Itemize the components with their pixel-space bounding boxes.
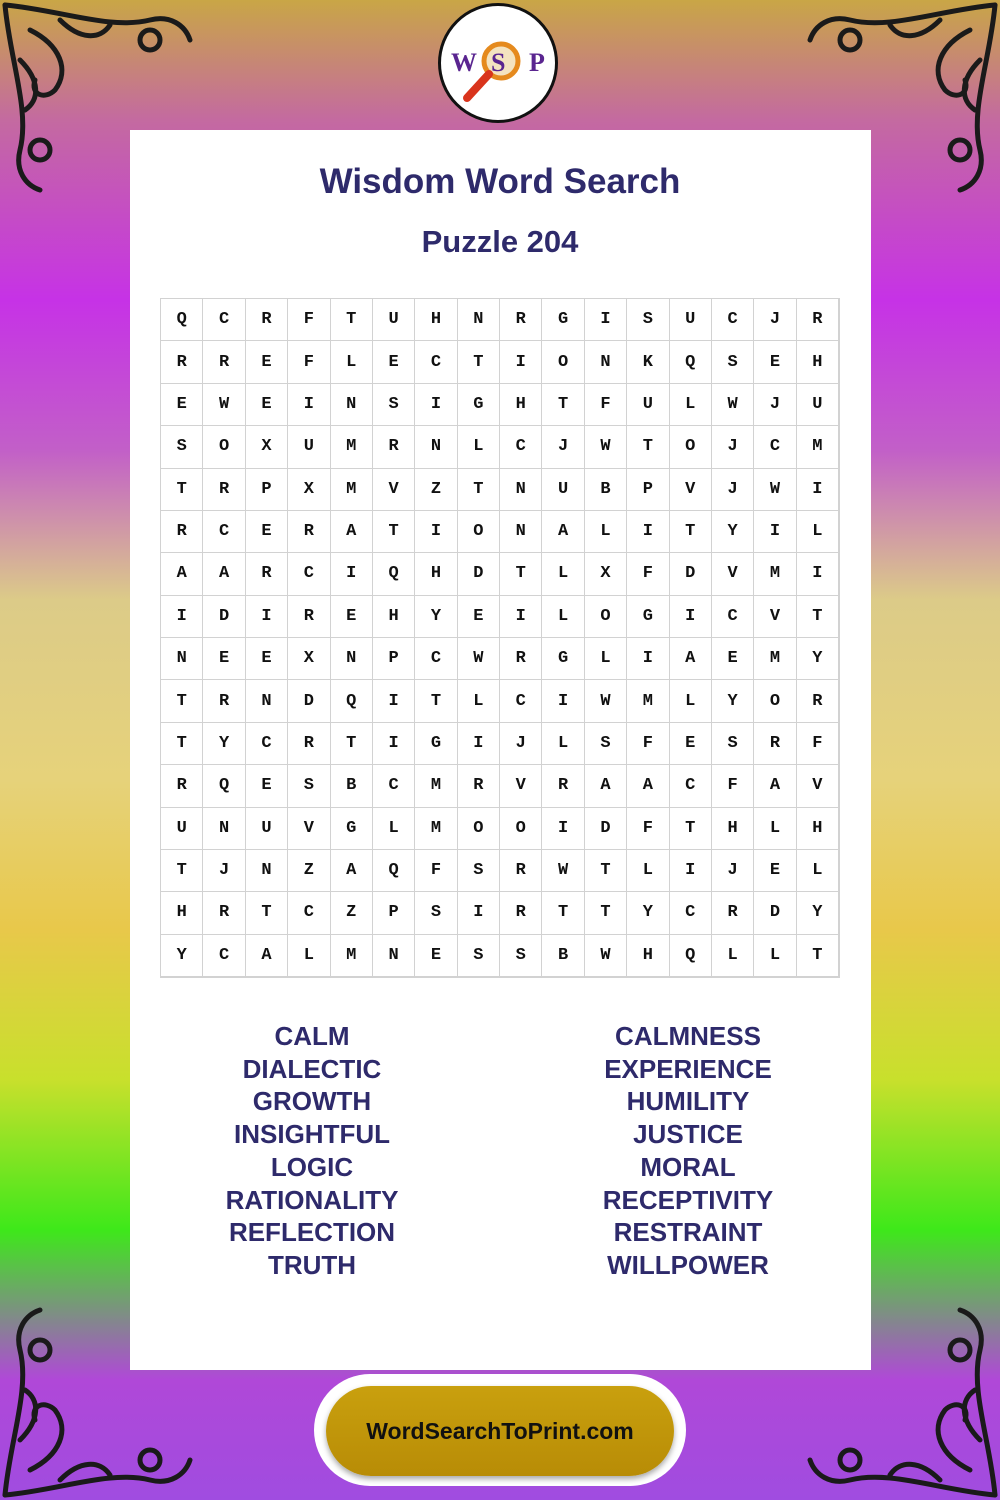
grid-cell[interactable]: O: [458, 808, 500, 850]
grid-cell[interactable]: X: [288, 469, 330, 511]
grid-cell[interactable]: I: [585, 299, 627, 341]
grid-cell[interactable]: I: [288, 384, 330, 426]
grid-cell[interactable]: Y: [161, 935, 203, 977]
grid-cell[interactable]: I: [331, 553, 373, 595]
grid-cell[interactable]: O: [670, 426, 712, 468]
grid-cell[interactable]: R: [712, 892, 754, 934]
grid-cell[interactable]: M: [754, 553, 796, 595]
word-list-item: LOGIC: [270, 1151, 354, 1182]
grid-cell[interactable]: B: [542, 935, 584, 977]
grid-cell[interactable]: T: [500, 553, 542, 595]
grid-cell[interactable]: P: [246, 469, 288, 511]
grid-cell[interactable]: C: [288, 892, 330, 934]
grid-cell[interactable]: V: [500, 765, 542, 807]
grid-cell[interactable]: I: [627, 638, 669, 680]
grid-cell[interactable]: A: [754, 765, 796, 807]
grid-cell[interactable]: S: [161, 426, 203, 468]
grid-cell[interactable]: J: [754, 299, 796, 341]
grid-cell[interactable]: T: [415, 680, 457, 722]
word-list-item: EXPERIENCE: [604, 1053, 772, 1084]
grid-cell[interactable]: W: [585, 680, 627, 722]
website-button[interactable]: [326, 1386, 674, 1476]
grid-cell[interactable]: G: [415, 723, 457, 765]
grid-cell[interactable]: G: [458, 384, 500, 426]
grid-cell[interactable]: E: [458, 596, 500, 638]
grid-cell[interactable]: E: [246, 765, 288, 807]
grid-cell[interactable]: F: [712, 765, 754, 807]
grid-cell[interactable]: R: [797, 680, 839, 722]
grid-cell[interactable]: O: [203, 426, 245, 468]
grid-cell[interactable]: D: [670, 553, 712, 595]
grid-cell[interactable]: T: [331, 723, 373, 765]
grid-cell[interactable]: T: [161, 680, 203, 722]
grid-cell[interactable]: D: [288, 680, 330, 722]
grid-cell[interactable]: M: [797, 426, 839, 468]
grid-cell[interactable]: O: [542, 341, 584, 383]
grid-cell[interactable]: E: [161, 384, 203, 426]
grid-cell[interactable]: Z: [331, 892, 373, 934]
grid-cell[interactable]: N: [331, 638, 373, 680]
grid-cell[interactable]: L: [542, 553, 584, 595]
grid-cell[interactable]: I: [415, 384, 457, 426]
grid-cell[interactable]: G: [542, 638, 584, 680]
grid-cell[interactable]: F: [627, 808, 669, 850]
grid-cell[interactable]: N: [458, 299, 500, 341]
grid-cell[interactable]: V: [712, 553, 754, 595]
logo-letter-s: S: [491, 48, 506, 77]
grid-cell[interactable]: Q: [670, 341, 712, 383]
grid-cell[interactable]: C: [712, 299, 754, 341]
grid-cell[interactable]: I: [161, 596, 203, 638]
grid-cell[interactable]: R: [542, 765, 584, 807]
grid-cell[interactable]: R: [500, 850, 542, 892]
grid-cell[interactable]: A: [331, 850, 373, 892]
grid-cell[interactable]: X: [288, 638, 330, 680]
grid-cell[interactable]: J: [712, 850, 754, 892]
grid-cell[interactable]: R: [288, 511, 330, 553]
grid-cell[interactable]: F: [288, 341, 330, 383]
grid-cell[interactable]: R: [288, 723, 330, 765]
grid-cell[interactable]: T: [246, 892, 288, 934]
grid-cell[interactable]: H: [415, 299, 457, 341]
grid-cell[interactable]: T: [670, 808, 712, 850]
grid-cell[interactable]: L: [542, 723, 584, 765]
grid-cell[interactable]: H: [373, 596, 415, 638]
grid-cell[interactable]: T: [161, 469, 203, 511]
grid-cell[interactable]: U: [288, 426, 330, 468]
grid-cell[interactable]: V: [288, 808, 330, 850]
grid-cell[interactable]: G: [331, 808, 373, 850]
word-list-item: INSIGHTFUL: [234, 1119, 390, 1150]
grid-cell[interactable]: I: [373, 680, 415, 722]
grid-cell[interactable]: R: [797, 299, 839, 341]
logo-letter-w: W: [451, 48, 477, 77]
grid-cell[interactable]: S: [415, 892, 457, 934]
grid-cell[interactable]: M: [754, 638, 796, 680]
page-title: Wisdom Word Search: [319, 162, 681, 201]
word-list-item: WILLPOWER: [607, 1249, 769, 1280]
grid-cell[interactable]: C: [415, 638, 457, 680]
grid-cell[interactable]: E: [415, 935, 457, 977]
grid-cell[interactable]: F: [585, 384, 627, 426]
website-label: WordSearchToPrint.com: [366, 1417, 634, 1444]
grid-cell[interactable]: X: [246, 426, 288, 468]
grid-cell[interactable]: L: [288, 935, 330, 977]
grid-cell[interactable]: C: [246, 723, 288, 765]
grid-cell[interactable]: T: [627, 426, 669, 468]
grid-cell[interactable]: C: [203, 511, 245, 553]
grid-cell[interactable]: L: [585, 638, 627, 680]
grid-cell[interactable]: A: [627, 765, 669, 807]
grid-cell[interactable]: E: [246, 511, 288, 553]
grid-cell[interactable]: S: [712, 341, 754, 383]
grid-cell[interactable]: B: [331, 765, 373, 807]
grid-cell[interactable]: N: [246, 680, 288, 722]
grid-cell[interactable]: M: [331, 426, 373, 468]
grid-cell[interactable]: I: [373, 723, 415, 765]
grid-cell[interactable]: L: [542, 596, 584, 638]
grid-cell[interactable]: N: [161, 638, 203, 680]
grid-cell[interactable]: A: [246, 935, 288, 977]
grid-cell[interactable]: H: [627, 935, 669, 977]
grid-cell[interactable]: D: [203, 596, 245, 638]
grid-cell[interactable]: H: [161, 892, 203, 934]
grid-cell[interactable]: M: [331, 935, 373, 977]
grid-cell[interactable]: F: [288, 299, 330, 341]
grid-cell[interactable]: Q: [161, 299, 203, 341]
grid-cell[interactable]: O: [754, 680, 796, 722]
word-list-item: TRUTH: [267, 1249, 357, 1280]
word-list-right: [528, 1020, 848, 1282]
grid-cell[interactable]: U: [542, 469, 584, 511]
grid-cell[interactable]: N: [585, 341, 627, 383]
grid-cell[interactable]: D: [754, 892, 796, 934]
grid-cell[interactable]: A: [585, 765, 627, 807]
grid-cell[interactable]: R: [161, 511, 203, 553]
grid-cell[interactable]: T: [585, 892, 627, 934]
grid-cell[interactable]: Q: [373, 553, 415, 595]
grid-cell[interactable]: I: [542, 808, 584, 850]
grid-cell[interactable]: J: [500, 723, 542, 765]
grid-cell[interactable]: M: [331, 469, 373, 511]
grid-cell[interactable]: R: [288, 596, 330, 638]
grid-cell[interactable]: H: [797, 341, 839, 383]
grid-cell[interactable]: R: [161, 341, 203, 383]
grid-cell[interactable]: U: [797, 384, 839, 426]
grid-cell[interactable]: L: [331, 341, 373, 383]
grid-cell[interactable]: V: [797, 765, 839, 807]
grid-cell[interactable]: D: [458, 553, 500, 595]
grid-cell[interactable]: T: [458, 341, 500, 383]
grid-cell[interactable]: L: [670, 384, 712, 426]
grid-cell[interactable]: E: [373, 341, 415, 383]
grid-cell[interactable]: N: [500, 511, 542, 553]
grid-cell[interactable]: A: [161, 553, 203, 595]
grid-cell[interactable]: L: [797, 850, 839, 892]
grid-cell[interactable]: U: [627, 384, 669, 426]
grid-cell[interactable]: Y: [797, 638, 839, 680]
grid-cell[interactable]: T: [542, 384, 584, 426]
grid-cell[interactable]: T: [670, 511, 712, 553]
grid-cell[interactable]: U: [161, 808, 203, 850]
grid-cell[interactable]: I: [670, 850, 712, 892]
grid-cell[interactable]: Y: [712, 511, 754, 553]
grid-cell[interactable]: R: [500, 299, 542, 341]
grid-cell[interactable]: R: [246, 553, 288, 595]
grid-cell[interactable]: C: [670, 892, 712, 934]
grid-cell[interactable]: A: [203, 553, 245, 595]
grid-cell[interactable]: I: [754, 511, 796, 553]
logo-letter-p: P: [529, 48, 545, 77]
grid-cell[interactable]: F: [627, 553, 669, 595]
grid-cell[interactable]: G: [627, 596, 669, 638]
grid-cell[interactable]: N: [246, 850, 288, 892]
grid-cell[interactable]: Y: [797, 892, 839, 934]
grid-cell[interactable]: Y: [415, 596, 457, 638]
grid-cell[interactable]: R: [500, 892, 542, 934]
grid-cell[interactable]: I: [458, 892, 500, 934]
grid-cell[interactable]: C: [373, 765, 415, 807]
grid-cell[interactable]: A: [331, 511, 373, 553]
grid-cell[interactable]: O: [585, 596, 627, 638]
grid-cell[interactable]: T: [458, 469, 500, 511]
grid-cell[interactable]: C: [670, 765, 712, 807]
word-list-item: RATIONALITY: [225, 1184, 399, 1215]
grid-cell[interactable]: Z: [288, 850, 330, 892]
grid-cell[interactable]: R: [203, 892, 245, 934]
grid-cell[interactable]: L: [754, 808, 796, 850]
grid-cell[interactable]: S: [712, 723, 754, 765]
grid-cell[interactable]: I: [458, 723, 500, 765]
grid-cell[interactable]: O: [458, 511, 500, 553]
word-list-item: RECEPTIVITY: [602, 1184, 774, 1215]
grid-cell[interactable]: Y: [203, 723, 245, 765]
grid-cell[interactable]: T: [161, 723, 203, 765]
grid-cell[interactable]: H: [712, 808, 754, 850]
grid-cell[interactable]: P: [373, 638, 415, 680]
grid-cell[interactable]: O: [500, 808, 542, 850]
grid-cell[interactable]: R: [373, 426, 415, 468]
grid-cell[interactable]: G: [542, 299, 584, 341]
letter-grid: [160, 298, 840, 978]
grid-cell[interactable]: I: [797, 469, 839, 511]
grid-cell[interactable]: N: [415, 426, 457, 468]
grid-cell[interactable]: I: [415, 511, 457, 553]
grid-cell[interactable]: U: [373, 299, 415, 341]
word-list-item: JUSTICE: [633, 1119, 743, 1150]
grid-cell[interactable]: U: [670, 299, 712, 341]
grid-cell[interactable]: M: [627, 680, 669, 722]
grid-cell[interactable]: T: [373, 511, 415, 553]
grid-cell[interactable]: K: [627, 341, 669, 383]
grid-cell[interactable]: E: [670, 723, 712, 765]
grid-cell[interactable]: W: [585, 426, 627, 468]
grid-cell[interactable]: P: [627, 469, 669, 511]
grid-cell[interactable]: L: [458, 426, 500, 468]
grid-cell[interactable]: Q: [203, 765, 245, 807]
grid-cell[interactable]: S: [458, 935, 500, 977]
grid-cell[interactable]: E: [246, 341, 288, 383]
grid-cell[interactable]: I: [500, 596, 542, 638]
word-list-item: CALMNESS: [615, 1021, 761, 1051]
grid-cell[interactable]: M: [415, 765, 457, 807]
grid-cell[interactable]: J: [542, 426, 584, 468]
grid-cell[interactable]: C: [203, 935, 245, 977]
grid-cell[interactable]: T: [542, 892, 584, 934]
grid-cell[interactable]: C: [500, 680, 542, 722]
grid-cell[interactable]: N: [500, 469, 542, 511]
grid-cell[interactable]: I: [670, 596, 712, 638]
grid-cell[interactable]: E: [754, 850, 796, 892]
word-list-item: HUMILITY: [626, 1086, 750, 1117]
grid-cell[interactable]: R: [246, 299, 288, 341]
grid-cell[interactable]: R: [754, 723, 796, 765]
grid-cell[interactable]: Z: [415, 469, 457, 511]
grid-cell[interactable]: W: [458, 638, 500, 680]
grid-cell[interactable]: H: [500, 384, 542, 426]
grid-cell[interactable]: R: [458, 765, 500, 807]
grid-cell[interactable]: L: [797, 511, 839, 553]
grid-cell[interactable]: N: [373, 935, 415, 977]
grid-cell[interactable]: F: [797, 723, 839, 765]
site-logo[interactable]: [438, 3, 558, 123]
grid-cell[interactable]: U: [246, 808, 288, 850]
word-list-left: [152, 1020, 472, 1282]
grid-cell[interactable]: S: [585, 723, 627, 765]
grid-cell[interactable]: P: [373, 892, 415, 934]
grid-cell[interactable]: C: [203, 299, 245, 341]
grid-cell[interactable]: N: [203, 808, 245, 850]
grid-cell[interactable]: J: [712, 469, 754, 511]
grid-cell[interactable]: H: [415, 553, 457, 595]
grid-cell[interactable]: I: [542, 680, 584, 722]
grid-cell[interactable]: W: [203, 384, 245, 426]
grid-cell[interactable]: L: [670, 680, 712, 722]
grid-cell[interactable]: S: [288, 765, 330, 807]
grid-cell[interactable]: E: [331, 596, 373, 638]
grid-cell[interactable]: W: [585, 935, 627, 977]
grid-cell[interactable]: I: [500, 341, 542, 383]
grid-cell[interactable]: Q: [331, 680, 373, 722]
grid-cell[interactable]: T: [161, 850, 203, 892]
grid-cell[interactable]: H: [797, 808, 839, 850]
grid-cell[interactable]: L: [458, 680, 500, 722]
grid-cell[interactable]: C: [288, 553, 330, 595]
grid-cell[interactable]: C: [712, 596, 754, 638]
grid-cell[interactable]: I: [627, 511, 669, 553]
grid-cell[interactable]: D: [585, 808, 627, 850]
grid-cell[interactable]: Y: [712, 680, 754, 722]
grid-cell[interactable]: F: [415, 850, 457, 892]
word-list-item: REFLECTION: [228, 1217, 396, 1248]
grid-cell[interactable]: X: [585, 553, 627, 595]
grid-cell[interactable]: L: [373, 808, 415, 850]
grid-cell[interactable]: T: [331, 299, 373, 341]
grid-cell[interactable]: L: [754, 935, 796, 977]
grid-cell[interactable]: L: [712, 935, 754, 977]
grid-cell[interactable]: V: [373, 469, 415, 511]
grid-cell[interactable]: J: [712, 426, 754, 468]
grid-cell[interactable]: E: [754, 341, 796, 383]
grid-cell[interactable]: E: [246, 638, 288, 680]
grid-cell[interactable]: S: [627, 299, 669, 341]
grid-cell[interactable]: V: [754, 596, 796, 638]
grid-cell[interactable]: W: [712, 384, 754, 426]
word-list-item: DIALECTIC: [242, 1053, 382, 1084]
grid-cell[interactable]: T: [797, 935, 839, 977]
grid-cell[interactable]: I: [797, 553, 839, 595]
grid-cell[interactable]: Q: [373, 850, 415, 892]
grid-cell[interactable]: E: [712, 638, 754, 680]
grid-cell[interactable]: C: [415, 341, 457, 383]
grid-cell[interactable]: L: [627, 850, 669, 892]
grid-cell[interactable]: R: [161, 765, 203, 807]
grid-cell[interactable]: L: [585, 511, 627, 553]
grid-cell[interactable]: W: [754, 469, 796, 511]
grid-cell[interactable]: Q: [670, 935, 712, 977]
grid-cell[interactable]: T: [797, 596, 839, 638]
word-list-item: GROWTH: [252, 1086, 372, 1117]
grid-cell[interactable]: S: [373, 384, 415, 426]
grid-cell[interactable]: R: [203, 469, 245, 511]
grid-cell[interactable]: R: [203, 680, 245, 722]
grid-cell[interactable]: A: [542, 511, 584, 553]
grid-cell[interactable]: T: [585, 850, 627, 892]
grid-cell[interactable]: R: [203, 341, 245, 383]
grid-cell[interactable]: R: [500, 638, 542, 680]
grid-cell[interactable]: S: [458, 850, 500, 892]
grid-cell[interactable]: N: [331, 384, 373, 426]
grid-cell[interactable]: W: [542, 850, 584, 892]
grid-cell[interactable]: E: [246, 384, 288, 426]
grid-cell[interactable]: E: [203, 638, 245, 680]
word-list-item: MORAL: [640, 1151, 736, 1182]
word-list-item: RESTRAINT: [613, 1217, 763, 1248]
grid-cell[interactable]: J: [203, 850, 245, 892]
grid-cell[interactable]: M: [415, 808, 457, 850]
puzzle-number: Puzzle 204: [421, 224, 579, 259]
grid-cell[interactable]: I: [246, 596, 288, 638]
grid-cell[interactable]: V: [670, 469, 712, 511]
word-list-item: CALM: [274, 1021, 350, 1051]
grid-cell[interactable]: F: [627, 723, 669, 765]
grid-cell[interactable]: A: [670, 638, 712, 680]
grid-cell[interactable]: C: [754, 426, 796, 468]
grid-cell[interactable]: B: [585, 469, 627, 511]
grid-cell[interactable]: S: [500, 935, 542, 977]
grid-cell[interactable]: C: [500, 426, 542, 468]
grid-cell[interactable]: Y: [627, 892, 669, 934]
grid-cell[interactable]: J: [754, 384, 796, 426]
